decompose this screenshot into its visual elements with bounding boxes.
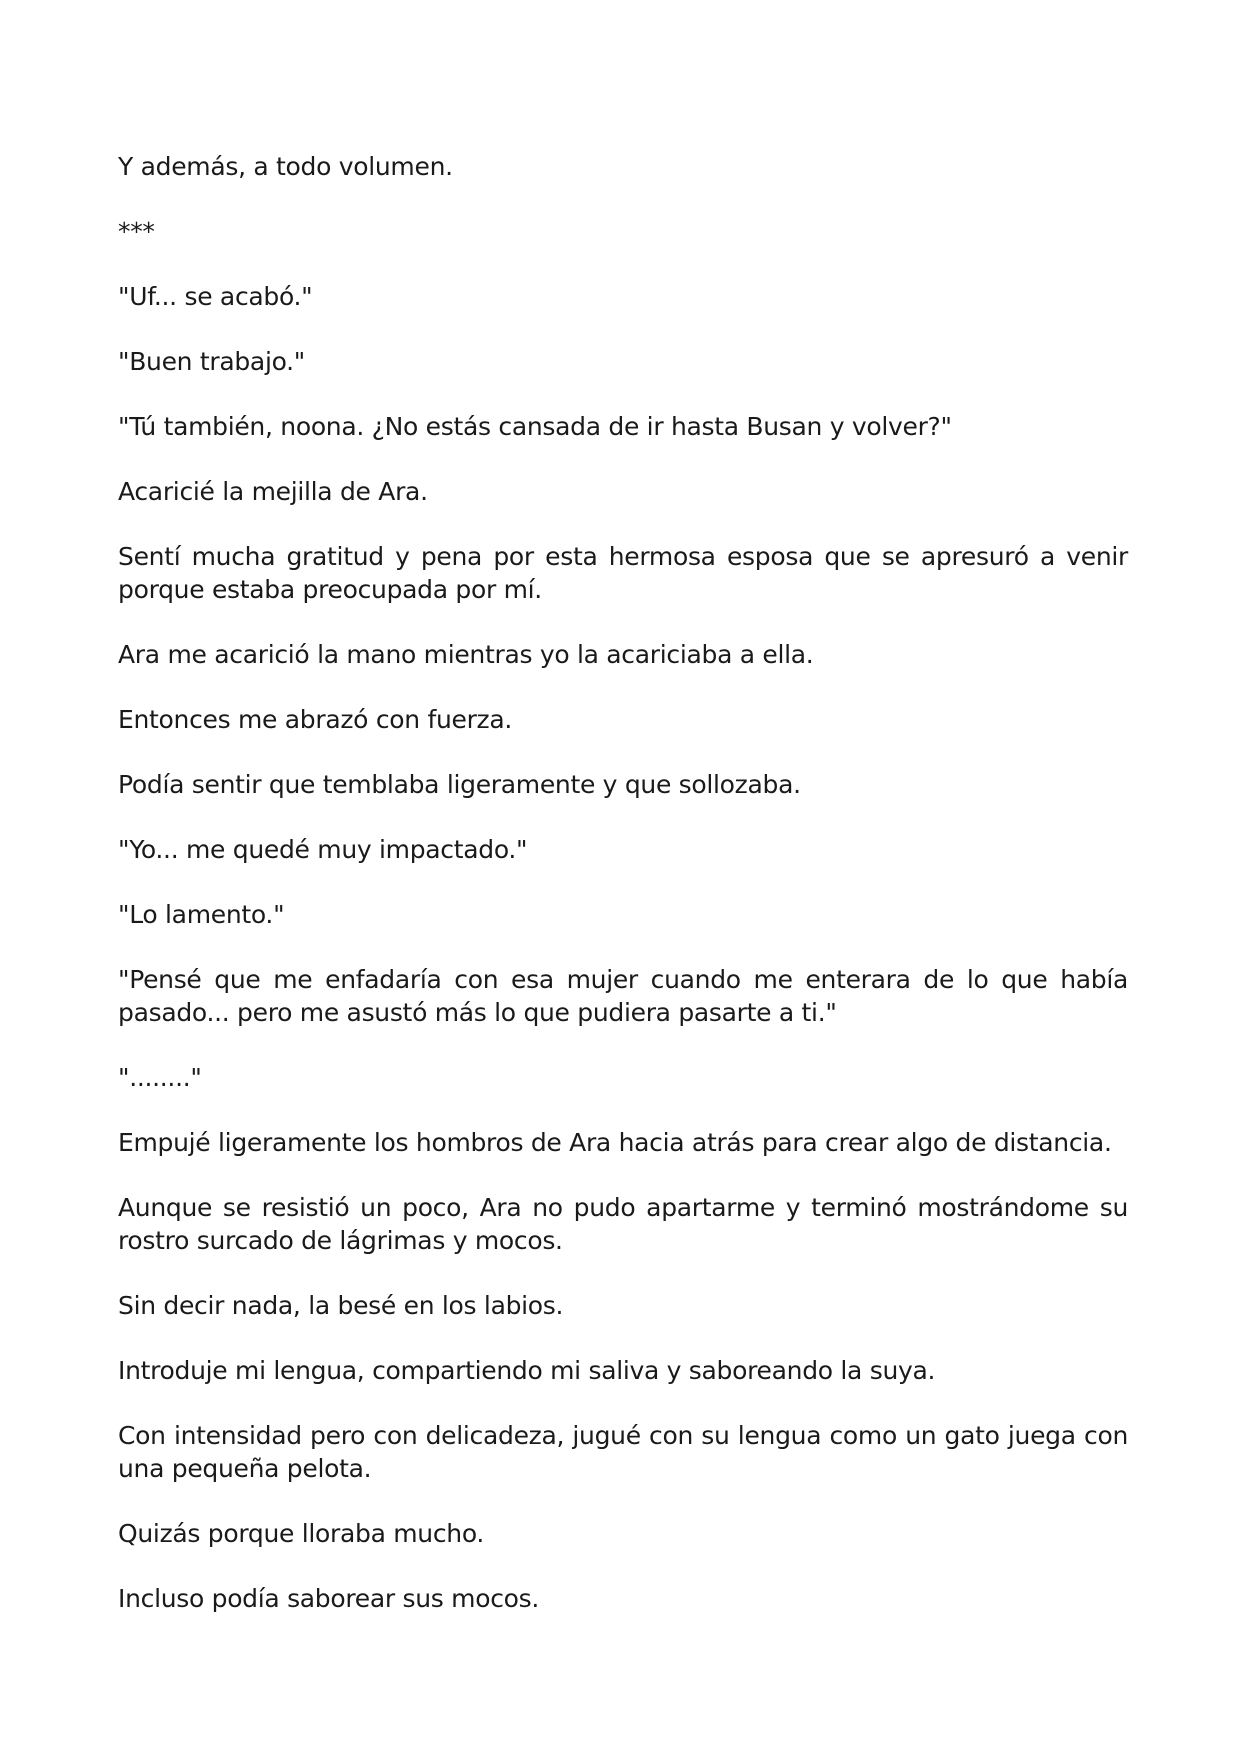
paragraph: Ara me acarició la mano mientras yo la acariciaba a ella. [118,640,814,669]
paragraph: Sentí mucha gratitud y pena por esta hermosa esposa que se apresuró a venir porque estaba preocupada por mí. [118,542,1128,604]
paragraph: "Lo lamento." [118,900,285,929]
paragraph: "........" [118,1063,202,1092]
paragraph: Entonces me abrazó con fuerza. [118,705,513,734]
page-body [118,150,1128,1647]
paragraph: Y además, a todo volumen. [118,152,453,181]
paragraph: Incluso podía saborear sus mocos. [118,1584,540,1613]
paragraph: Con intensidad pero con delicadeza, jugué con su lengua como un gato juega con una pequeña pelota. [118,1421,1128,1483]
paragraph: Acaricié la mejilla de Ara. [118,477,428,506]
paragraph: Introduje mi lengua, compartiendo mi saliva y saboreando la suya. [118,1356,936,1385]
paragraph: Aunque se resistió un poco, Ara no pudo apartarme y terminó mostrándome su rostro surcado de lágrimas y mocos. [118,1193,1128,1255]
paragraph: Sin decir nada, la besé en los labios. [118,1291,564,1320]
paragraph: Podía sentir que temblaba ligeramente y que sollozaba. [118,770,801,799]
paragraph: Quizás porque lloraba mucho. [118,1519,485,1548]
paragraph: "Buen trabajo." [118,347,306,376]
paragraph: Empujé ligeramente los hombros de Ara hacia atrás para crear algo de distancia. [118,1128,1112,1157]
paragraph: "Yo... me quedé muy impactado." [118,835,528,864]
scene-break: *** [118,217,155,246]
paragraph: "Uf... se acabó." [118,282,313,311]
paragraph: "Tú también, noona. ¿No estás cansada de ir hasta Busan y volver?" [118,412,952,441]
paragraph: "Pensé que me enfadaría con esa mujer cuando me enterara de lo que había pasado... pero me asustó más lo que pudiera pasarte a ti." [118,965,1128,1027]
